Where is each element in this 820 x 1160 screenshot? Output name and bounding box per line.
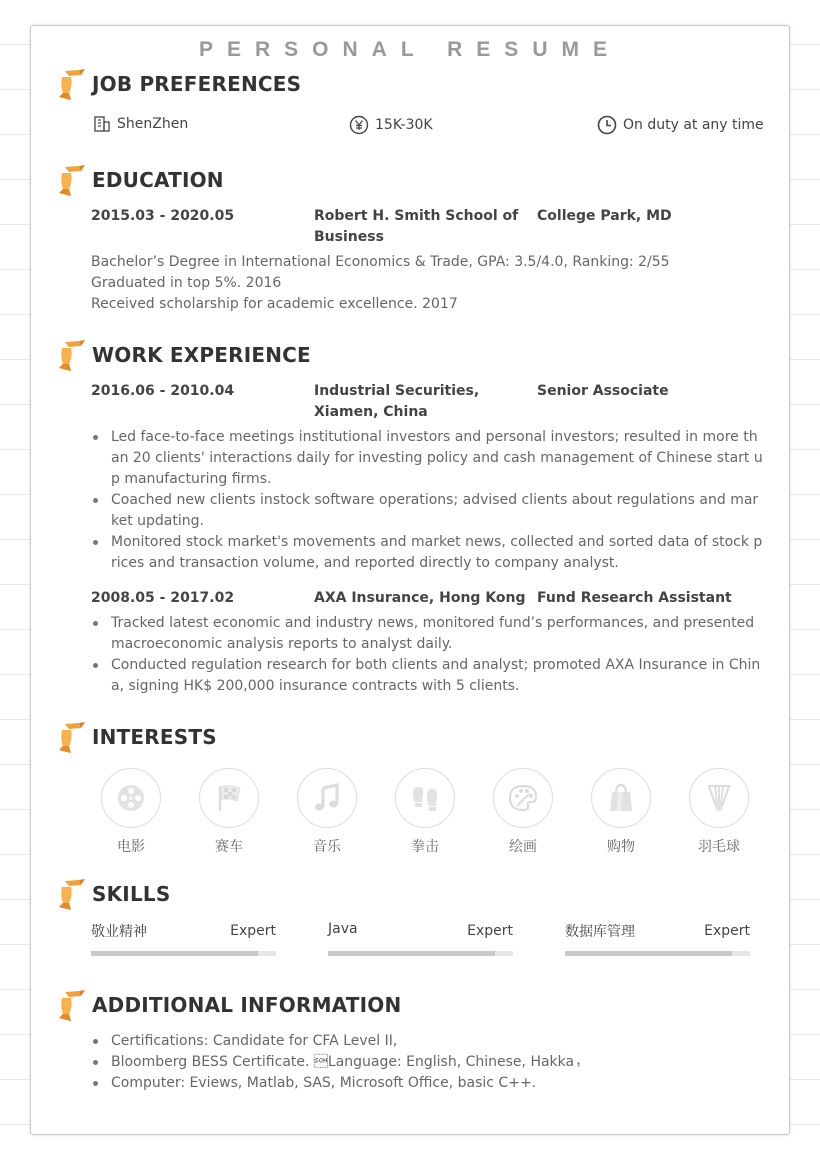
film-reel-icon (115, 782, 147, 814)
interest-label: 音乐 (313, 839, 341, 855)
section-title-work: WORK EXPERIENCE (92, 343, 311, 367)
interest-item (493, 768, 553, 856)
pencil-hand-icon (57, 988, 87, 1022)
interest-item (395, 768, 455, 856)
interest-label: 购物 (607, 839, 635, 855)
pencil-hand-icon (57, 338, 87, 372)
interest-label: 电影 (117, 839, 145, 855)
work-role: Senior Associate (537, 383, 669, 399)
section-title-additional: ADDITIONAL INFORMATION (92, 993, 402, 1017)
section-title-job: JOB PREFERENCES (92, 72, 302, 96)
work-dates: 2016.06 - 2010.04 (91, 383, 235, 399)
boxing-glove-icon (409, 782, 441, 814)
skill-level: Expert (230, 923, 276, 939)
section-title-skills: SKILLS (92, 882, 171, 906)
pencil-hand-icon (57, 720, 87, 754)
yen-coin-icon (349, 115, 369, 135)
building-icon (93, 115, 111, 133)
work-bullet: Led face-to-face meetings institutional investors and personal investors; resulted in more than 20 clients' interactions daily for investing policy and cash management of Chinese start up manufacturing firms. (91, 427, 764, 490)
skill-bar (91, 951, 276, 956)
music-note-icon (311, 782, 343, 814)
education-dates: 2015.03 - 2020.05 (91, 208, 235, 224)
additional-item: Computer: Eviews, Matlab, SAS, Microsoft Office, basic C++. (91, 1073, 764, 1094)
work-bullets (91, 427, 764, 574)
skill-name: Java (328, 921, 358, 937)
shopping-bag-icon (605, 782, 637, 814)
interest-label: 拳击 (411, 839, 439, 855)
section-title-education: EDUCATION (92, 168, 224, 192)
interest-item (101, 768, 161, 856)
interest-item (199, 768, 259, 856)
skill-bar-fill (91, 951, 258, 956)
pencil-hand-icon (57, 67, 87, 101)
work-company: AXA Insurance, Hong Kong (314, 590, 526, 606)
shuttlecock-icon (703, 782, 735, 814)
skill-level: Expert (467, 923, 513, 939)
pref-location (93, 115, 188, 133)
work-bullet: Monitored stock market's movements and market news, collected and sorted data of stock prices and transaction volume, and reported directly to company analyst. (91, 532, 764, 574)
interest-item (689, 768, 749, 856)
pref-availability (597, 115, 764, 135)
pref-location-text: ShenZhen (117, 116, 189, 132)
education-school: Robert H. Smith School of Business (314, 208, 519, 245)
work-dates: 2008.05 - 2017.02 (91, 590, 235, 606)
paint-palette-icon (507, 782, 539, 814)
pref-salary (349, 115, 433, 135)
skill-bar-fill (328, 951, 495, 956)
work-company: Industrial Securities, Xiamen, China (314, 383, 480, 420)
pref-availability-text: On duty at any time (623, 117, 764, 133)
skill-level: Expert (704, 923, 750, 939)
additional-list (91, 1031, 764, 1094)
skill-bar (565, 951, 750, 956)
pencil-hand-icon (57, 877, 87, 911)
skill-name: 敬业精神 (91, 924, 147, 940)
skill-bar (328, 951, 513, 956)
education-line: Received scholarship for academic excellence. 2017 (91, 296, 458, 312)
work-role: Fund Research Assistant (537, 590, 732, 606)
interest-item (591, 768, 651, 856)
work-bullets (91, 613, 764, 697)
education-line: Graduated in top 5%. 2016 (91, 275, 282, 291)
work-bullet: Coached new clients instock software operations; advised clients about regulations and market updating. (91, 490, 764, 532)
pref-salary-text: 15K-30K (375, 117, 433, 133)
work-bullet: Tracked latest economic and industry news, monitored fund’s performances, and presented macroeconomic analysis reports to analyst daily. (91, 613, 764, 655)
skill-name: 数据库管理 (565, 924, 635, 940)
work-bullet: Conducted regulation research for both clients and analyst; promoted AXA Insurance in China, signing HK$ 200,000 insurance contracts with 5 clients. (91, 655, 764, 697)
section-title-interests: INTERESTS (92, 725, 217, 749)
education-place: College Park, MD (537, 208, 672, 224)
interest-label: 赛车 (215, 839, 243, 855)
racing-flag-icon (213, 782, 245, 814)
interest-label: 羽毛球 (698, 839, 740, 855)
interest-label: 绘画 (509, 839, 537, 855)
clock-icon (597, 115, 617, 135)
pencil-hand-icon (57, 163, 87, 197)
education-line: Bachelor’s Degree in International Economics & Trade, GPA: 3.5/4.0, Ranking: 2/55 (91, 254, 670, 270)
resume-title: PERSONAL RESUME (199, 38, 621, 61)
resume-page (30, 25, 790, 1135)
additional-item: Certifications: Candidate for CFA Level II, (91, 1031, 764, 1052)
additional-item: Bloomberg BESS Certificate. Language: English, Chinese, Hakka， (91, 1052, 764, 1073)
skill-bar-fill (565, 951, 732, 956)
interest-item (297, 768, 357, 856)
